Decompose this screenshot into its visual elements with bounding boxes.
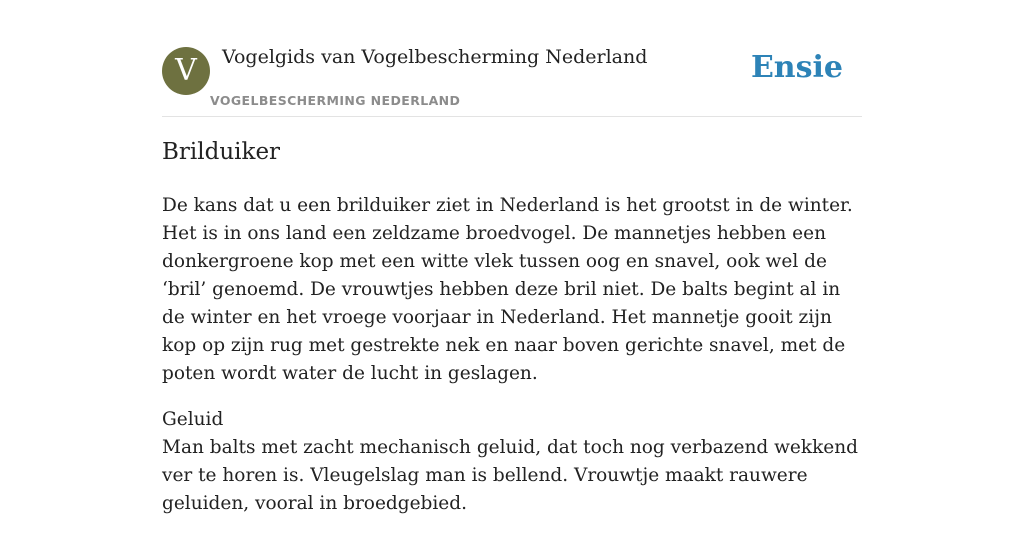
source-avatar[interactable]: V [162, 47, 210, 95]
article-section [162, 406, 862, 518]
article-paragraph: De kans dat u een brilduiker ziet in Nederland is het grootst in de winter. Het is in ons land een zeldzame broedvogel. De mannetjes hebben een donkergroene kop met een witte vlek tussen oog en snavel, ook wel de ‘bril’ genoemd. De vrouwtjes hebben deze bril niet. De balts begint al in de winter en het vroege voorjaar in Nederland. Het mannetje gooit zijn kop op zijn rug met gestrekte nek en naar boven gerichte snavel, met de poten wordt water de lucht in geslagen. [162, 195, 853, 384]
section-heading: Geluid [162, 409, 224, 430]
source-subtitle[interactable]: VOGELBESCHERMING NEDERLAND [210, 93, 461, 108]
article-title: Brilduiker [162, 139, 281, 165]
article-body [162, 192, 862, 536]
section-paragraph: Man balts met zacht mechanisch geluid, dat toch nog verbazend wekkend ver te horen is. Vleugelslag man is bellend. Vrouwtje maakt rauwere geluiden, vooral in broedgebied. [162, 437, 859, 514]
source-header [162, 0, 862, 117]
source-title[interactable]: Vogelgids van Vogelbescherming Nederland [222, 46, 648, 68]
ensie-logo-link[interactable]: Ensie [750, 50, 843, 85]
page-container [162, 0, 862, 514]
